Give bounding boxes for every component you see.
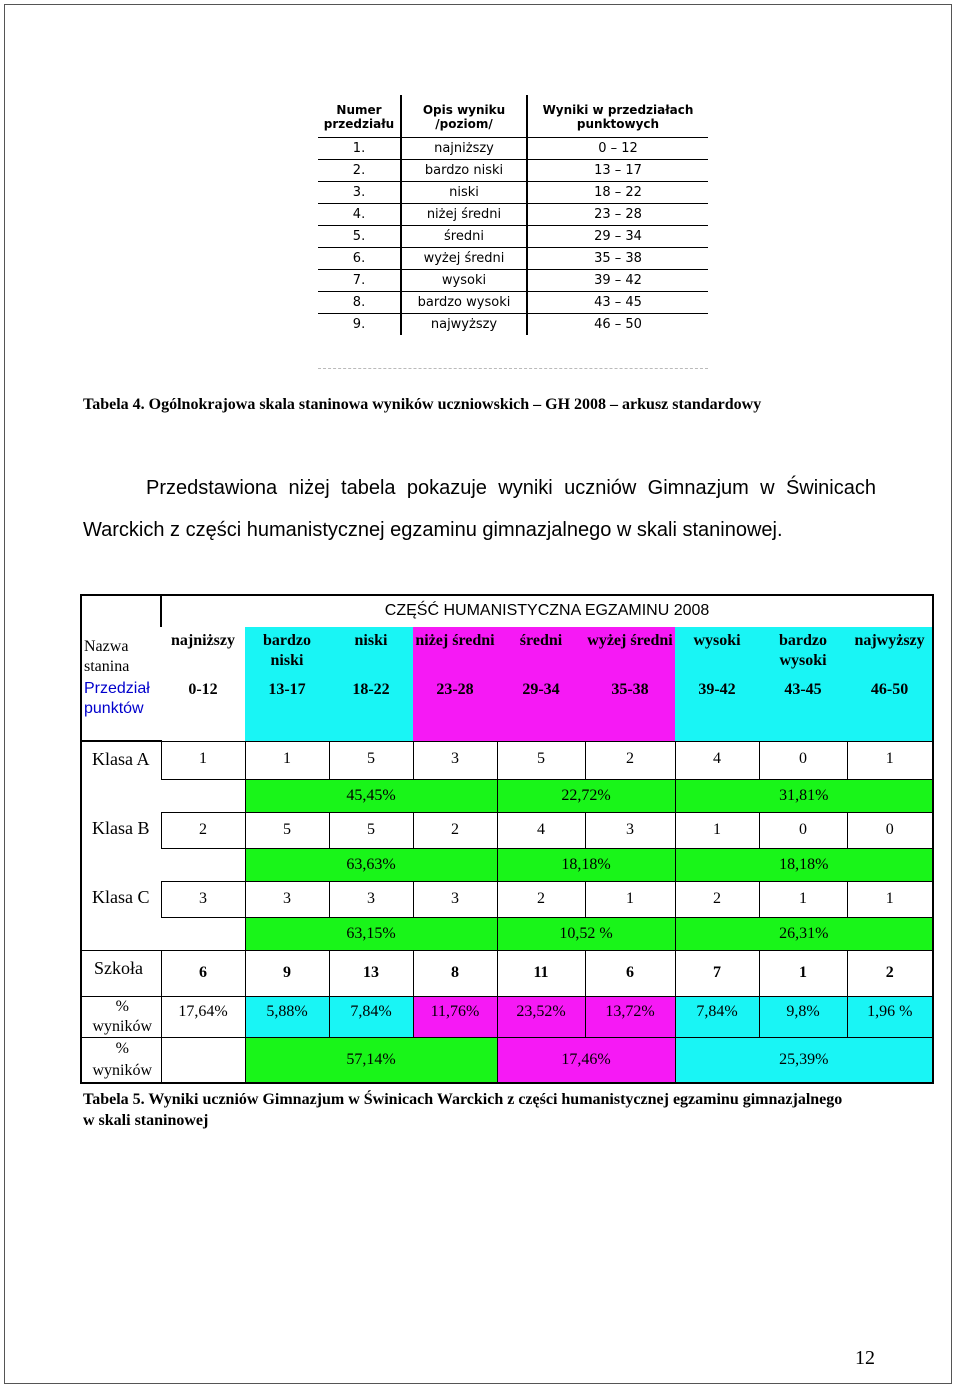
point-range: 0-12 [188, 681, 218, 698]
school-percent: 9,8% [759, 996, 847, 1037]
school-percent: 1,96 % [847, 996, 933, 1037]
school-count: 9 [245, 950, 329, 996]
class-b-group-mid: 18,18% [497, 848, 675, 881]
class-c-count: 1 [585, 881, 675, 917]
class-a-count: 0 [759, 741, 847, 779]
stanine-name: wysoki [675, 627, 759, 677]
spacer-cell [161, 848, 245, 881]
stanine-name: najniższy [171, 632, 235, 649]
scale-header-range: Wyniki w przedziałach punktowych [542, 103, 694, 131]
school-percent: 13,72% [585, 996, 675, 1037]
school-percent: 23,52% [497, 996, 585, 1037]
school-count: 7 [675, 950, 759, 996]
scale-row [318, 204, 708, 226]
table5-caption: Tabela 5. Wyniki uczniów Gimnazjum w Świnicach Warckich z części humanistycznej egzaminu gimnazjalnego w skali staninowej [83, 1091, 843, 1129]
school-count: 11 [497, 950, 585, 996]
stanine-name: niski [329, 627, 413, 677]
scale-number: 8. [318, 292, 401, 314]
percent-label: % wyników [81, 996, 161, 1037]
stanine-name: najwyższy [847, 627, 933, 677]
school-percent: 5,88% [245, 996, 329, 1037]
scale-row [318, 314, 708, 336]
stanine-scale-image [318, 95, 713, 373]
scale-range: 35 – 38 [527, 248, 708, 270]
class-c-count: 3 [329, 881, 413, 917]
percent-label-2: % wyników [81, 1037, 161, 1083]
scale-row [318, 182, 708, 204]
class-a-group-high: 31,81% [675, 779, 933, 812]
intro-paragraph: Przedstawiona niżej tabela pokazuje wyniki uczniów Gimnazjum w Świnicach Warckich z części humanistycznej egzaminu gimnazjalnego w skali staninowej. [83, 477, 876, 541]
scale-header-description: Opis wyniku /poziom/ [401, 95, 527, 138]
school-label: Szkoła [81, 950, 161, 996]
school-count: 6 [161, 950, 245, 996]
class-a-count: 2 [585, 741, 675, 779]
point-range: 35-38 [585, 677, 675, 741]
scale-range: 0 – 12 [527, 138, 708, 160]
school-percent: 7,84% [329, 996, 413, 1037]
class-c-count: 1 [759, 881, 847, 917]
stanine-name: średni [497, 627, 585, 677]
class-a-count: 5 [329, 741, 413, 779]
class-b-count: 3 [585, 812, 675, 848]
spacer-cell [81, 779, 161, 812]
class-b-count: 1 [675, 812, 759, 848]
class-a-label: Klasa A [81, 741, 161, 779]
point-range: 46-50 [847, 677, 933, 741]
school-count: 2 [847, 950, 933, 996]
scale-description: bardzo niski [401, 160, 527, 182]
scale-number: 2. [318, 160, 401, 182]
school-count: 13 [329, 950, 413, 996]
point-range: 43-45 [759, 677, 847, 741]
scale-number: 1. [318, 138, 401, 160]
scale-description: bardzo wysoki [401, 292, 527, 314]
class-b-count: 0 [847, 812, 933, 848]
scale-range: 23 – 28 [527, 204, 708, 226]
point-range-label: Przedział punktów [81, 677, 161, 741]
scale-number: 6. [318, 248, 401, 270]
class-c-group-low: 63,15% [245, 917, 497, 950]
results-title: CZĘŚĆ HUMANISTYCZNA EGZAMINU 2008 [161, 595, 933, 627]
scale-number: 5. [318, 226, 401, 248]
spacer-cell [81, 848, 161, 881]
scale-range: 43 – 45 [527, 292, 708, 314]
class-b-count: 5 [245, 812, 329, 848]
stanine-scale-table [318, 95, 708, 335]
scale-description: niski [401, 182, 527, 204]
school-count: 1 [759, 950, 847, 996]
class-c-count: 2 [497, 881, 585, 917]
class-b-count: 2 [413, 812, 497, 848]
school-count: 8 [413, 950, 497, 996]
table4-caption: Tabela 4. Ogólnokrajowa skala staninowa wyników uczniowskich – GH 2008 – arkusz standardowy [83, 396, 762, 413]
class-a-count: 1 [161, 741, 245, 779]
class-c-group-high: 26,31% [675, 917, 933, 950]
scale-number: 3. [318, 182, 401, 204]
scale-description: wyżej średni [401, 248, 527, 270]
class-a-count: 1 [245, 741, 329, 779]
point-range: 18-22 [329, 677, 413, 741]
school-percent: 11,76% [413, 996, 497, 1037]
scale-description: najwyższy [401, 314, 527, 336]
scale-row [318, 292, 708, 314]
point-range: 29-34 [497, 677, 585, 741]
class-a-count: 4 [675, 741, 759, 779]
point-range: 23-28 [413, 677, 497, 741]
point-range: 39-42 [675, 677, 759, 741]
scale-range: 29 – 34 [527, 226, 708, 248]
stanine-name: niżej średni [413, 627, 497, 677]
class-b-label: Klasa B [81, 812, 161, 848]
scale-number: 7. [318, 270, 401, 292]
spacer-cell [161, 917, 245, 950]
scale-row [318, 248, 708, 270]
scale-range: 13 – 17 [527, 160, 708, 182]
school-percent: 17,64% [161, 996, 245, 1037]
scale-description: niżej średni [401, 204, 527, 226]
scale-row [318, 138, 708, 160]
class-a-count: 1 [847, 741, 933, 779]
class-b-count: 5 [329, 812, 413, 848]
scale-range: 39 – 42 [527, 270, 708, 292]
scale-description: wysoki [401, 270, 527, 292]
scale-header-number: Numer przedziału [323, 103, 395, 131]
class-c-count: 2 [675, 881, 759, 917]
scale-description: najniższy [401, 138, 527, 160]
scale-number: 4. [318, 204, 401, 226]
stanine-name: bardzo niski [245, 627, 329, 677]
spacer-cell [161, 779, 245, 812]
stanine-name: wyżej średni [585, 627, 675, 677]
spacer-cell [161, 1037, 245, 1083]
scale-row [318, 160, 708, 182]
class-b-count: 0 [759, 812, 847, 848]
class-a-count: 5 [497, 741, 585, 779]
class-a-group-mid: 22,72% [497, 779, 675, 812]
school-group-mid: 17,46% [497, 1037, 675, 1083]
class-b-count: 2 [161, 812, 245, 848]
school-group-low: 57,14% [245, 1037, 497, 1083]
scale-range: 46 – 50 [527, 314, 708, 336]
school-count: 6 [585, 950, 675, 996]
class-b-group-low: 63,63% [245, 848, 497, 881]
class-a-group-low: 45,45% [245, 779, 497, 812]
scale-row [318, 270, 708, 292]
scale-row [318, 226, 708, 248]
school-percent: 7,84% [675, 996, 759, 1037]
spacer-cell [81, 917, 161, 950]
scale-description: średni [401, 226, 527, 248]
page-number: 12 [855, 1347, 875, 1369]
scale-number: 9. [318, 314, 401, 336]
class-c-count: 3 [161, 881, 245, 917]
class-c-label: Klasa C [81, 881, 161, 917]
class-b-count: 4 [497, 812, 585, 848]
class-c-count: 3 [413, 881, 497, 917]
school-group-high: 25,39% [675, 1037, 933, 1083]
class-a-count: 3 [413, 741, 497, 779]
class-b-group-high: 18,18% [675, 848, 933, 881]
scale-range: 18 – 22 [527, 182, 708, 204]
stanine-name-label: Nazwa stanina [81, 595, 161, 677]
class-c-group-mid: 10,52 % [497, 917, 675, 950]
point-range: 13-17 [245, 677, 329, 741]
class-c-count: 3 [245, 881, 329, 917]
stanine-name: bardzo wysoki [759, 627, 847, 677]
results-table [80, 594, 932, 1079]
class-c-count: 1 [847, 881, 933, 917]
image-cut-edge [318, 368, 708, 375]
